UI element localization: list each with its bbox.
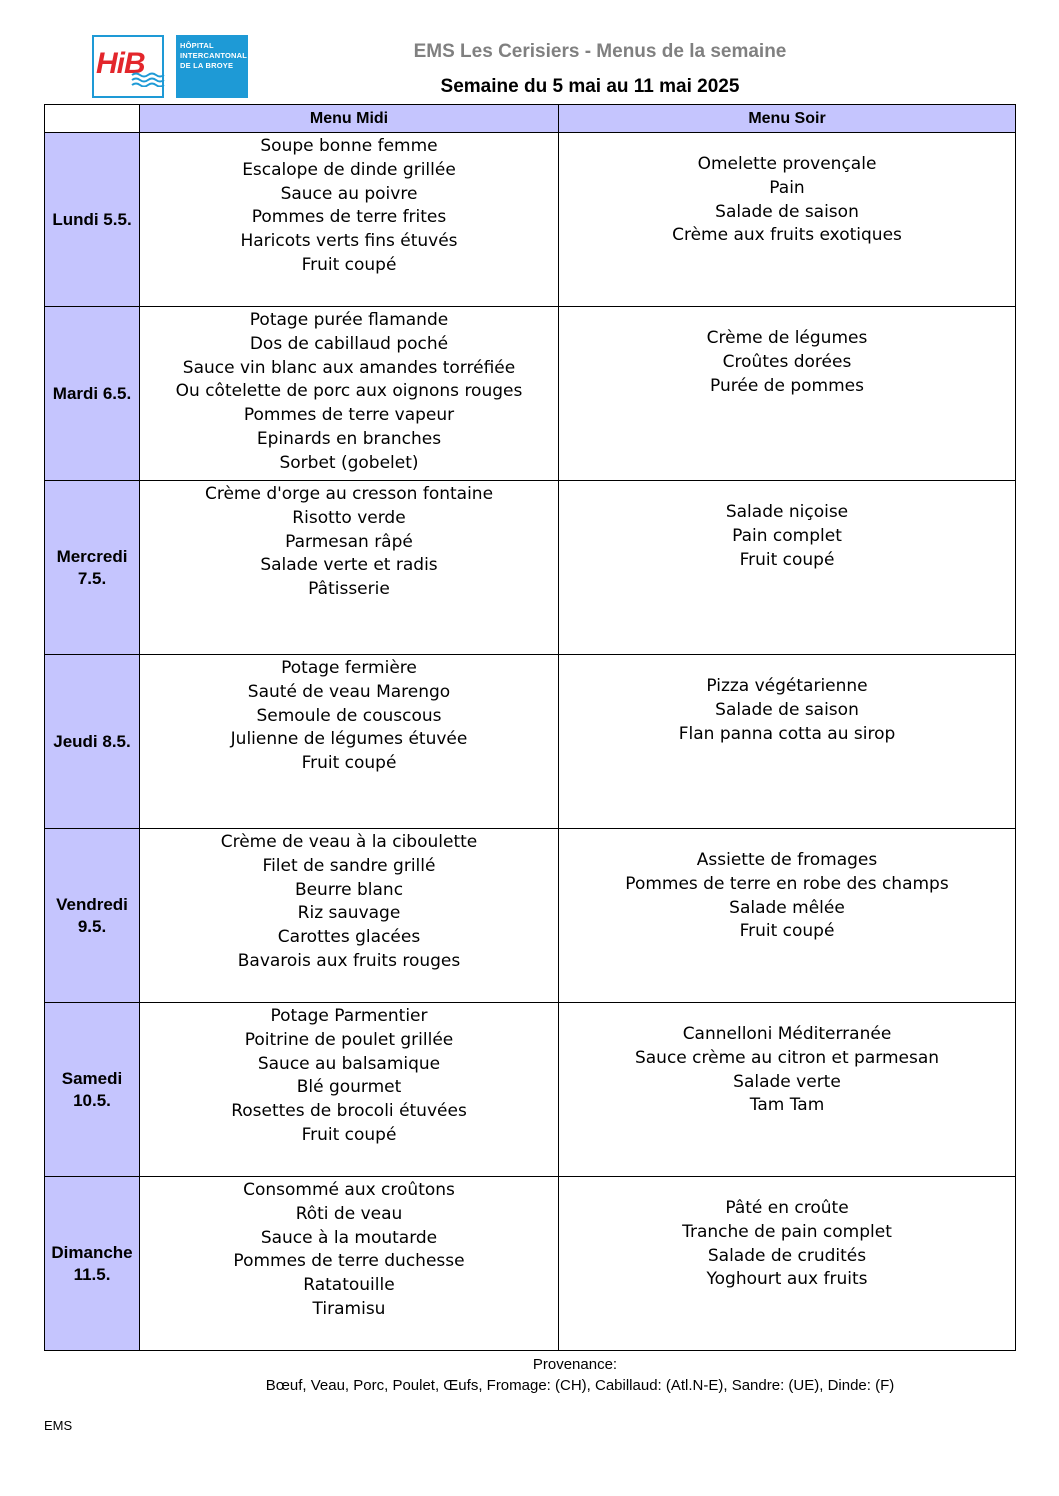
day-label-line: Lundi 5.5. bbox=[52, 209, 132, 229]
dish-item: Sauce à la moutarde bbox=[260, 1227, 438, 1248]
dish-item: Fruit coupé bbox=[301, 254, 397, 275]
logo-mark: HiB bbox=[96, 47, 145, 80]
dish-item: Sauté de veau Marengo bbox=[247, 681, 451, 702]
dish-item: Ou côtelette de porc aux oignons rouges bbox=[175, 381, 523, 402]
dish-item: Purée de pommes bbox=[710, 375, 864, 396]
day-label-line: Mardi 6.5. bbox=[52, 383, 132, 403]
dish-item: Cannelloni Méditerranée bbox=[682, 1024, 892, 1044]
day-label bbox=[45, 829, 140, 1003]
dish-item: Soupe bonne femme bbox=[260, 136, 438, 156]
logo-text bbox=[176, 35, 248, 98]
dish-item: Potage Parmentier bbox=[270, 1006, 428, 1026]
dish-item: Fruit coupé bbox=[301, 753, 397, 774]
day-label-line: Vendredi bbox=[56, 894, 128, 914]
dish-item: Pain complet bbox=[732, 525, 842, 546]
day-label bbox=[45, 307, 140, 481]
menu-soir-cell bbox=[559, 655, 1016, 829]
day-label bbox=[45, 1177, 140, 1351]
dish-item: Sauce crème au citron et parmesan bbox=[634, 1047, 940, 1068]
menu-midi-cell bbox=[140, 655, 559, 829]
dish-item: Tranche de pain complet bbox=[682, 1221, 892, 1242]
dish-item: Assiette de fromages bbox=[696, 850, 878, 870]
provenance-label: Provenance: bbox=[532, 1356, 618, 1373]
dish-item: Salade niçoise bbox=[725, 502, 849, 522]
hospital-logo bbox=[92, 35, 248, 100]
dish-item: Salade de crudités bbox=[707, 1245, 867, 1266]
day-label-line: Samedi bbox=[61, 1068, 123, 1088]
table-header-row bbox=[45, 105, 1016, 133]
day-label-line: 9.5. bbox=[77, 916, 107, 936]
logo-line: INTERCANTONAL bbox=[180, 51, 248, 60]
dish-item: Sauce au poivre bbox=[280, 183, 418, 204]
logo-line: DE LA BROYE bbox=[180, 61, 234, 70]
menu-soir-cell bbox=[559, 1177, 1016, 1351]
dish-item: Consommé aux croûtons bbox=[243, 1180, 455, 1200]
table-row bbox=[45, 481, 1016, 655]
dish-item: Blé gourmet bbox=[296, 1077, 402, 1098]
menu-midi-cell bbox=[140, 829, 559, 1003]
table-row bbox=[45, 1177, 1016, 1351]
dish-item: Poitrine de poulet grillée bbox=[244, 1029, 454, 1050]
dish-item: Bavarois aux fruits rouges bbox=[237, 950, 461, 971]
logo-line: HÔPITAL bbox=[180, 41, 214, 50]
menu-midi-cell bbox=[140, 1177, 559, 1351]
dish-item: Julienne de légumes étuvée bbox=[230, 729, 468, 750]
dish-item: Potage purée flamande bbox=[249, 310, 449, 330]
dish-item: Escalope de dinde grillée bbox=[242, 159, 456, 180]
footer-text: EMS bbox=[44, 1418, 73, 1433]
table-row bbox=[45, 1003, 1016, 1177]
dish-item: Pommes de terre frites bbox=[251, 207, 447, 228]
dish-item: Parmesan râpé bbox=[285, 531, 413, 552]
dish-item: Rôti de veau bbox=[295, 1203, 403, 1224]
dish-item: Crème d'orge au cresson fontaine bbox=[204, 484, 494, 504]
dish-item: Sauce au balsamique bbox=[257, 1053, 441, 1074]
provenance-text: Bœuf, Veau, Porc, Poulet, Œufs, Fromage: (CH), Cabillaud: (Atl.N-E), Sandre: (UE), Dinde: (F) bbox=[265, 1377, 895, 1394]
menu-table bbox=[44, 104, 1016, 1351]
waves-icon bbox=[130, 71, 166, 87]
table-row bbox=[45, 655, 1016, 829]
menu-soir-cell bbox=[559, 829, 1016, 1003]
menu-midi-cell bbox=[140, 481, 559, 655]
dish-item: Dos de cabillaud poché bbox=[249, 333, 449, 354]
dish-item: Pâtisserie bbox=[308, 579, 390, 600]
dish-item: Riz sauvage bbox=[297, 903, 401, 924]
dish-item: Semoule de couscous bbox=[256, 705, 442, 726]
menu-soir-cell bbox=[559, 133, 1016, 307]
dish-item: Pommes de terre en robe des champs bbox=[625, 873, 949, 894]
dish-item: Fruit coupé bbox=[301, 1124, 397, 1145]
day-label bbox=[45, 481, 140, 655]
dish-item: Pâté en croûte bbox=[725, 1198, 849, 1218]
dish-item: Crème aux fruits exotiques bbox=[672, 225, 902, 246]
dish-item: Rosettes de brocoli étuvées bbox=[231, 1101, 467, 1122]
menu-soir-cell bbox=[559, 1003, 1016, 1177]
dish-item: Omelette provençale bbox=[697, 154, 877, 174]
dish-item: Sauce vin blanc aux amandes torréfiée bbox=[182, 357, 516, 378]
day-label-line: Dimanche bbox=[51, 1242, 133, 1262]
menu-soir-cell bbox=[559, 481, 1016, 655]
dish-item: Tiramisu bbox=[312, 1298, 386, 1319]
dish-item: Flan panna cotta au sirop bbox=[678, 723, 896, 744]
day-label bbox=[45, 133, 140, 307]
table-row bbox=[45, 829, 1016, 1003]
day-label bbox=[45, 1003, 140, 1177]
dish-item: Filet de sandre grillé bbox=[262, 855, 436, 876]
day-label bbox=[45, 655, 140, 829]
week-subtitle: Semaine du 5 mai au 11 mai 2025 bbox=[440, 76, 740, 97]
dish-item: Pain bbox=[769, 177, 805, 198]
dish-item: Fruit coupé bbox=[739, 921, 835, 942]
dish-item: Pommes de terre vapeur bbox=[243, 405, 455, 426]
dish-item: Crème de veau à la ciboulette bbox=[220, 832, 478, 852]
dish-item: Sorbet (gobelet) bbox=[279, 452, 419, 473]
dish-item: Risotto verde bbox=[292, 507, 406, 528]
dish-item: Haricots verts fins étuvés bbox=[240, 231, 458, 252]
table-row bbox=[45, 133, 1016, 307]
table-row bbox=[45, 307, 1016, 481]
dish-item: Ratatouille bbox=[303, 1275, 395, 1296]
dish-item: Yoghourt aux fruits bbox=[706, 1269, 868, 1290]
dish-item: Pommes de terre duchesse bbox=[233, 1251, 465, 1272]
dish-item: Croûtes dorées bbox=[722, 351, 852, 372]
dish-item: Potage fermière bbox=[281, 658, 417, 678]
day-label-line: 10.5. bbox=[73, 1090, 111, 1110]
dish-item: Salade de saison bbox=[715, 699, 859, 720]
menu-midi-cell bbox=[140, 1003, 559, 1177]
column-header-soir: Menu Soir bbox=[559, 105, 1016, 133]
menu-soir-cell bbox=[559, 307, 1016, 481]
dish-item: Salade mêlée bbox=[729, 897, 845, 918]
corner-cell bbox=[45, 105, 140, 133]
dish-item: Fruit coupé bbox=[739, 549, 835, 570]
day-label-line: Mercredi bbox=[56, 546, 128, 566]
dish-item: Carottes glacées bbox=[277, 927, 421, 948]
dish-item: Crème de légumes bbox=[706, 328, 868, 348]
menu-midi-cell bbox=[140, 307, 559, 481]
column-header-midi: Menu Midi bbox=[140, 105, 559, 133]
dish-item: Salade verte bbox=[733, 1071, 841, 1092]
page-title: EMS Les Cerisiers - Menus de la semaine bbox=[413, 41, 787, 62]
day-label-line: 11.5. bbox=[73, 1264, 111, 1284]
dish-item: Salade de saison bbox=[715, 201, 859, 222]
dish-item: Pizza végétarienne bbox=[706, 676, 868, 696]
dish-item: Epinards en branches bbox=[256, 428, 442, 449]
menu-midi-cell bbox=[140, 133, 559, 307]
logo-mark-box bbox=[92, 35, 164, 98]
day-label-line: Jeudi 8.5. bbox=[53, 731, 131, 751]
dish-item: Beurre blanc bbox=[294, 879, 404, 900]
dish-item: Tam Tam bbox=[749, 1095, 825, 1116]
dish-item: Salade verte et radis bbox=[260, 555, 438, 576]
day-label-line: 7.5. bbox=[77, 568, 107, 588]
